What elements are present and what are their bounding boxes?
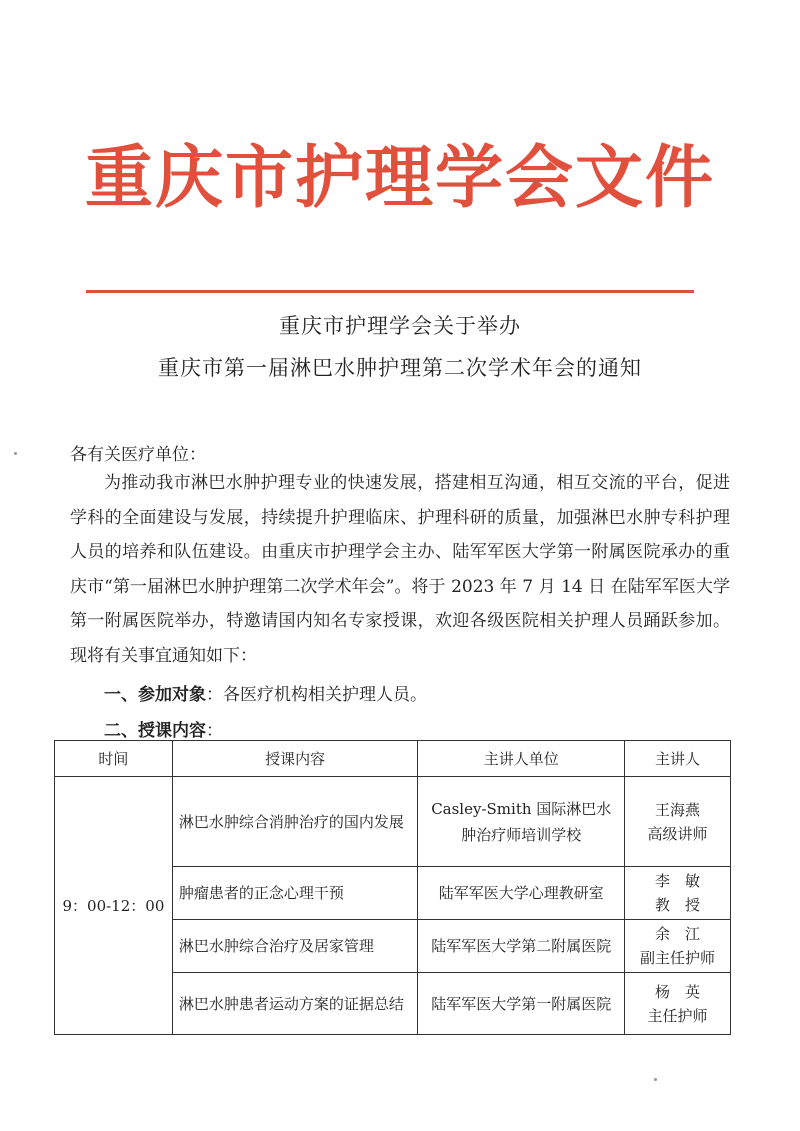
attendee-section-text: ：各医疗机构相关护理人员。 — [206, 685, 427, 705]
notice-title-line-2: 重庆市第一届淋巴水肿护理第二次学术年会的通知 — [158, 356, 642, 380]
speaker-cell — [625, 777, 731, 867]
notice-title-line-1: 重庆市护理学会关于举办 — [279, 314, 521, 338]
salutation: 各有关医疗单位： — [70, 445, 206, 465]
attendee-section — [104, 680, 427, 705]
header-topic: 授课内容 — [172, 741, 418, 777]
lecture-schedule-table — [54, 740, 731, 1035]
header-time: 时间 — [55, 741, 173, 777]
speaker-cell — [625, 973, 731, 1035]
scan-speck — [654, 1078, 657, 1081]
speaker-cell — [625, 920, 731, 973]
topic-cell: 肿瘤患者的正念心理干预 — [172, 867, 418, 920]
time-slot-cell: 9：00-12：00 — [55, 777, 173, 1035]
attendee-section-label: 一、参加对象 — [104, 685, 206, 705]
content-section — [104, 716, 223, 741]
notice-paragraph: 为推动我市淋巴水肿护理专业的快速发展，搭建相互沟通，相互交流的平台，促进学科的全面建设与发展，持续提升护理临床、护理科研的质量，加强淋巴水肿专科护理人员的培养和队伍建设。由重庆市护理学会主办、陆军军医大学第一附属医院承办的重庆市“第一届淋巴水肿护理第二次学术年会”。将于 2023 年 7 月 14 日 在陆军军医大学第一附属医院举办，特邀请国内知名专家授课，欢迎各级医院相关护理人员踊跃参加。现将有关事宜通知如下： — [70, 473, 730, 666]
speaker-cell — [625, 867, 731, 920]
unit-cell: 陆军军医大学第一附属医院 — [418, 973, 625, 1035]
topic-cell: 淋巴水肿综合消肿治疗的国内发展 — [172, 777, 418, 867]
unit-cell: Casley-Smith 国际淋巴水肿治疗师培训学校 — [418, 777, 625, 867]
topic-cell: 淋巴水肿综合治疗及居家管理 — [172, 920, 418, 973]
speaker-title: 高级讲师 — [647, 824, 708, 843]
speaker-name: 杨 英 — [655, 982, 701, 1001]
speaker-name: 李 敏 — [655, 872, 701, 890]
speaker-title: 主任护师 — [647, 1006, 708, 1025]
speaker-name: 余 江 — [655, 925, 701, 943]
content-section-label: 二、授课内容 — [104, 721, 206, 741]
document-masthead: 重庆市护理学会文件 — [84, 138, 715, 218]
table-header-row — [55, 741, 731, 777]
header-unit: 主讲人单位 — [418, 741, 625, 777]
speaker-title: 教 授 — [655, 896, 701, 914]
table-row — [55, 777, 731, 867]
content-section-text: ： — [206, 721, 223, 741]
scan-speck — [14, 452, 17, 455]
masthead-divider — [86, 290, 694, 293]
unit-cell: 陆军军医大学心理教研室 — [418, 867, 625, 920]
speaker-title: 副主任护师 — [640, 949, 716, 967]
speaker-name: 王海燕 — [655, 800, 701, 819]
header-speaker: 主讲人 — [625, 741, 731, 777]
unit-cell: 陆军军医大学第二附属医院 — [418, 920, 625, 973]
topic-cell: 淋巴水肿患者运动方案的证据总结 — [172, 973, 418, 1035]
